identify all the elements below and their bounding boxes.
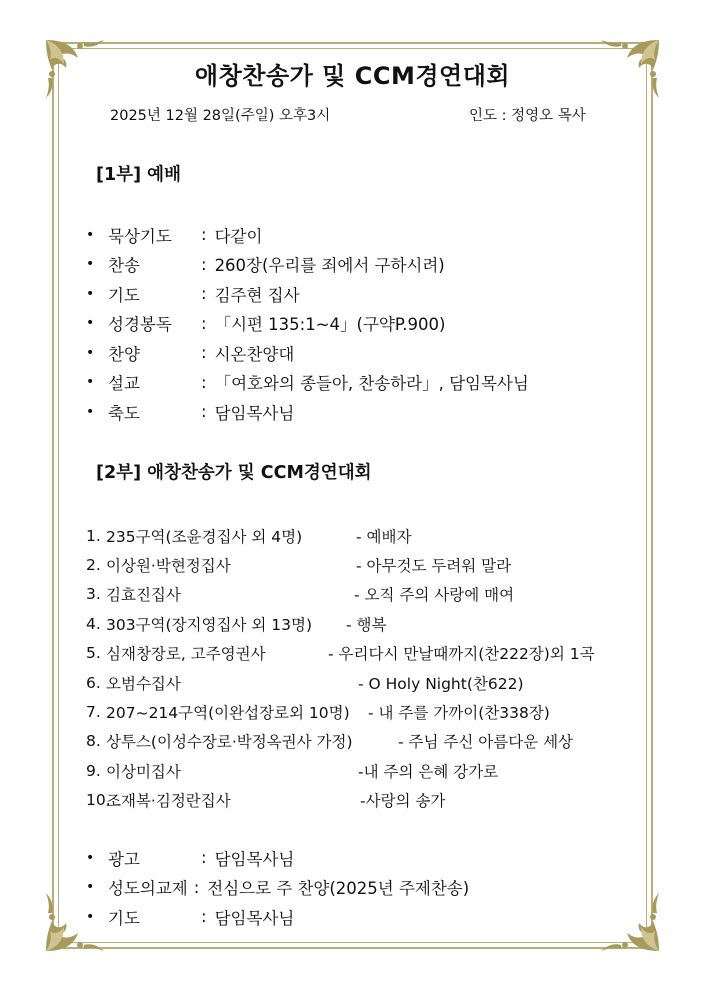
item-value: 「시편 135:1~4」(구약P.900) <box>214 315 446 335</box>
song-title: - 내 주를 가까이(찬338장) <box>368 704 550 723</box>
service-leader: 인도 : 정영오 목사 <box>469 108 586 124</box>
song-title: -내 주의 은혜 강가로 <box>358 762 499 781</box>
performer: 235구역(조윤경집사 외 4명) <box>106 527 303 546</box>
bullet-icon: • <box>86 344 95 361</box>
bullet-icon: • <box>86 879 95 896</box>
list-item: • 설교 : 「여호와의 종들아, 찬송하라」, 담임목사님 <box>86 368 529 398</box>
item-number: 6. <box>86 673 101 692</box>
list-item: • 기도 : 김주현 집사 <box>86 279 529 309</box>
closing-list <box>86 843 469 932</box>
song-title: - O Holy Night(찬622) <box>358 674 524 693</box>
item-label: 설교 <box>108 374 140 394</box>
list-item <box>86 550 512 579</box>
bullet-icon: • <box>86 256 95 273</box>
list-item <box>86 668 524 697</box>
corner-ornament-bottom-right <box>597 889 661 953</box>
performer: 김효진집사 <box>106 586 181 605</box>
song-title: - 우리다시 만날때까지(찬222장)외 1곡 <box>328 645 595 664</box>
item-label: 축도 <box>108 403 140 423</box>
part2-list <box>86 521 595 815</box>
item-value: 다같이 <box>214 226 263 246</box>
list-item <box>86 697 550 726</box>
item-number: 1. <box>86 526 101 545</box>
item-label: 찬양 <box>108 344 140 364</box>
list-item: • 축도 : 담임목사님 <box>86 397 529 427</box>
list-item <box>86 756 499 785</box>
item-number: 10. <box>86 791 111 810</box>
item-label: 찬송 <box>108 256 140 276</box>
bullet-icon: • <box>86 403 95 420</box>
list-item: • 광고 : 담임목사님 <box>86 843 469 873</box>
list-item: • 성경봉독 : 「시편 135:1~4」(구약P.900) <box>86 309 529 339</box>
item-label: 기도 <box>108 908 140 928</box>
item-label: 기도 <box>108 285 140 305</box>
performer: 207~214구역(이완섭장로외 10명) <box>106 704 350 723</box>
bullet-icon: • <box>86 315 95 332</box>
list-item: • 묵상기도 : 다같이 <box>86 220 529 250</box>
list-item <box>86 639 595 668</box>
list-item: • 찬양 : 시온찬양대 <box>86 338 529 368</box>
list-item <box>86 727 574 756</box>
list-item <box>86 521 412 550</box>
item-label: 성경봉독 <box>108 315 172 335</box>
item-number: 5. <box>86 644 101 663</box>
item-label: 묵상기도 <box>108 226 172 246</box>
bullet-icon: • <box>86 849 95 866</box>
list-item <box>86 609 387 638</box>
item-value: 담임목사님 <box>214 403 295 423</box>
song-title: - 오직 주의 사랑에 매여 <box>354 586 515 605</box>
event-date: 2025년 12월 28일(주일) 오후3시 <box>110 108 331 124</box>
performer: 오범수집사 <box>106 674 181 693</box>
song-title: - 주님 주신 아름다운 세상 <box>398 733 574 752</box>
part2-heading: [2부] 애창찬송가 및 CCM경연대회 <box>96 463 372 483</box>
item-value: 전심으로 주 찬양(2025년 주제찬송) <box>207 879 470 899</box>
item-value: 담임목사님 <box>214 849 295 869</box>
list-item: • 성도의교제 : 전심으로 주 찬양(2025년 주제찬송) <box>86 873 469 903</box>
song-title: - 행복 <box>346 615 387 634</box>
list-item: • 기도 : 담임목사님 <box>86 902 469 932</box>
item-label: 성도의교제 <box>108 879 188 899</box>
item-number: 4. <box>86 614 101 633</box>
performer: 303구역(장지영집사 외 13명) <box>106 615 313 634</box>
list-item <box>86 580 515 609</box>
song-title: -사랑의 송가 <box>360 792 446 811</box>
item-number: 7. <box>86 703 101 722</box>
bullet-icon: • <box>86 226 95 243</box>
item-number: 3. <box>86 585 101 604</box>
item-label: 광고 <box>108 849 140 869</box>
item-number: 9. <box>86 761 101 780</box>
list-item: • 찬송 : 260장(우리를 죄에서 구하시려) <box>86 250 529 280</box>
bullet-icon: • <box>86 374 95 391</box>
item-value: 김주현 집사 <box>214 285 300 305</box>
item-number: 8. <box>86 732 101 751</box>
performer: 심재창장로, 고주영권사 <box>106 645 266 664</box>
performer: 이상원·박현정집사 <box>106 557 231 576</box>
performer: 상투스(이성수장로·박정옥권사 가정) <box>106 733 353 752</box>
item-value: 담임목사님 <box>214 908 295 928</box>
item-value: 「여호와의 종들아, 찬송하라」, 담임목사님 <box>214 374 529 394</box>
bullet-icon: • <box>86 908 95 925</box>
item-number: 2. <box>86 556 101 575</box>
part1-heading: [1부] 예배 <box>96 165 181 185</box>
item-value: 260장(우리를 죄에서 구하시려) <box>214 256 445 276</box>
list-item <box>86 786 446 815</box>
song-title: - 아무것도 두려워 말라 <box>356 557 512 576</box>
performer: 이상미집사 <box>106 762 181 781</box>
part1-list <box>86 220 529 427</box>
song-title: - 예배자 <box>356 527 412 546</box>
page-title: 애창찬송가 및 CCM경연대회 <box>194 62 511 90</box>
item-value: 시온찬양대 <box>214 344 295 364</box>
bullet-icon: • <box>86 285 95 302</box>
performer: 조재복·김정란집사 <box>106 792 231 811</box>
